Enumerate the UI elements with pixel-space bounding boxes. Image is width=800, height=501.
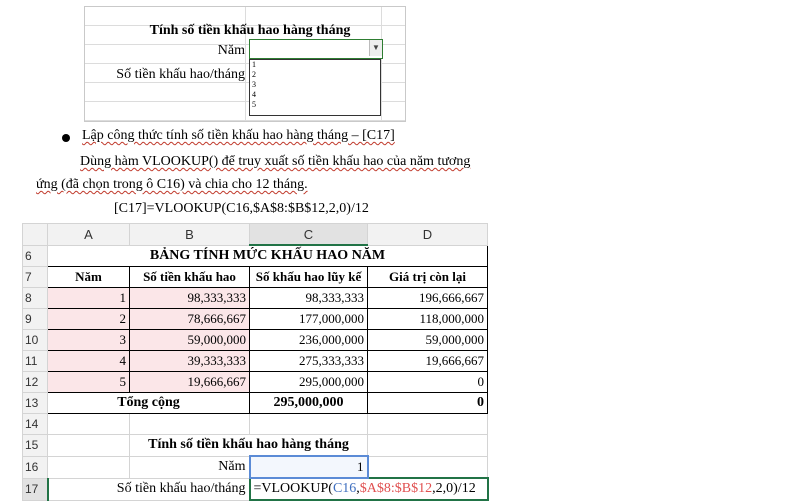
column-header-a[interactable]: A [48, 224, 130, 246]
accumulated-cell[interactable]: 275,333,333 [250, 351, 368, 372]
row-header[interactable]: 16 [23, 456, 48, 478]
row-header[interactable]: 15 [23, 435, 48, 457]
header-year[interactable]: Năm [48, 267, 130, 288]
row-header[interactable]: 13 [23, 393, 48, 414]
remaining-cell[interactable]: 59,000,000 [368, 330, 488, 351]
total-remaining[interactable]: 0 [368, 393, 488, 414]
table-row [23, 330, 488, 351]
row-header[interactable]: 17 [23, 478, 48, 500]
formula-suffix: ,2,0)/12 [432, 481, 476, 496]
empty-cell[interactable] [250, 414, 368, 435]
dropdown-option[interactable]: 5 [252, 100, 256, 109]
row-header[interactable]: 14 [23, 414, 48, 435]
header-depreciation[interactable]: Số tiền khấu hao [130, 267, 250, 288]
table-row [23, 351, 488, 372]
total-accumulated[interactable]: 295,000,000 [250, 393, 368, 414]
row-header[interactable]: 12 [23, 372, 48, 393]
year-input-label: Năm [130, 456, 250, 478]
empty-cell[interactable] [368, 456, 488, 478]
row-header[interactable]: 6 [23, 245, 48, 267]
row-header[interactable]: 9 [23, 309, 48, 330]
mini-sheet-title: Tính số tiền khấu hao hàng tháng [149, 23, 351, 38]
dropdown-option[interactable]: 1 [252, 60, 256, 69]
dropdown-option[interactable]: 3 [252, 80, 256, 89]
column-header-b[interactable]: B [130, 224, 250, 246]
column-header-d[interactable]: D [368, 224, 488, 246]
empty-cell[interactable] [48, 414, 130, 435]
column-header-c[interactable]: C [250, 224, 368, 246]
chevron-down-icon[interactable]: ▼ [369, 40, 382, 56]
formula-ref-range: $A$8:$B$12 [359, 481, 433, 496]
depreciation-cell[interactable]: 59,000,000 [130, 330, 250, 351]
remaining-cell[interactable]: 0 [368, 372, 488, 393]
year-cell[interactable]: 1 [48, 288, 130, 309]
header-remaining[interactable]: Giá trị còn lại [368, 267, 488, 288]
year-dropdown-list[interactable] [249, 59, 381, 116]
empty-cell[interactable] [48, 456, 130, 478]
bullet-icon [62, 134, 70, 142]
paragraph-line-2: Dùng hàm VLOOKUP() để truy xuất số tiền khấu hao của năm tương [80, 154, 471, 169]
year-cell[interactable]: 2 [48, 309, 130, 330]
monthly-depreciation-label: Số tiền khấu hao/tháng [116, 67, 245, 82]
row-header[interactable]: 11 [23, 351, 48, 372]
year-cell[interactable]: 5 [48, 372, 130, 393]
table-row [23, 288, 488, 309]
remaining-cell[interactable]: 118,000,000 [368, 309, 488, 330]
row-header[interactable]: 7 [23, 267, 48, 288]
empty-cell[interactable] [48, 435, 130, 457]
year-cell[interactable]: 3 [48, 330, 130, 351]
year-dropdown[interactable] [249, 39, 383, 59]
remaining-cell[interactable]: 19,666,667 [368, 351, 488, 372]
accumulated-cell[interactable]: 177,000,000 [250, 309, 368, 330]
accumulated-cell[interactable]: 98,333,333 [250, 288, 368, 309]
dropdown-option[interactable]: 4 [252, 90, 256, 99]
dropdown-option[interactable]: 2 [252, 70, 256, 79]
formula-comma: , [356, 481, 360, 496]
depreciation-cell[interactable]: 19,666,667 [130, 372, 250, 393]
formula-line: [C17]=VLOOKUP(C16,$A$8:$B$12,2,0)/12 [114, 201, 369, 216]
paragraph-line-1: Lập công thức tính số tiền khấu hao hàng tháng – [C17] [82, 128, 395, 143]
formula-prefix: =VLOOKUP( [253, 481, 333, 496]
depreciation-sheet [22, 223, 489, 501]
empty-cell[interactable] [368, 414, 488, 435]
accumulated-cell[interactable]: 295,000,000 [250, 372, 368, 393]
monthly-amount-label: Số tiền khấu hao/tháng [48, 478, 250, 500]
header-accumulated[interactable]: Số khấu hao lũy kế [250, 267, 368, 288]
formula-ref-c16: C16 [332, 481, 357, 496]
formula-cell[interactable] [250, 478, 488, 500]
year-label: Năm [217, 43, 245, 58]
accumulated-cell[interactable]: 236,000,000 [250, 330, 368, 351]
monthly-title[interactable]: Tính số tiền khấu hao hàng tháng [130, 435, 368, 457]
table-row [23, 372, 488, 393]
select-all-corner[interactable] [23, 224, 48, 246]
row-header[interactable]: 8 [23, 288, 48, 309]
depreciation-cell[interactable]: 98,333,333 [130, 288, 250, 309]
mini-sheet [84, 6, 406, 122]
depreciation-cell[interactable]: 39,333,333 [130, 351, 250, 372]
row-header[interactable]: 10 [23, 330, 48, 351]
remaining-cell[interactable]: 196,666,667 [368, 288, 488, 309]
depreciation-cell[interactable]: 78,666,667 [130, 309, 250, 330]
table-row [23, 309, 488, 330]
year-cell[interactable]: 4 [48, 351, 130, 372]
table-title[interactable]: BẢNG TÍNH MỨC KHẤU HAO NĂM [48, 245, 488, 267]
paragraph-line-3: ứng (đã chọn trong ô C16) và chia cho 12 tháng. [36, 177, 308, 192]
total-label[interactable]: Tổng cộng [48, 393, 250, 414]
year-input-cell[interactable]: 1 [250, 456, 368, 478]
empty-cell[interactable] [368, 435, 488, 457]
empty-cell[interactable] [130, 414, 250, 435]
